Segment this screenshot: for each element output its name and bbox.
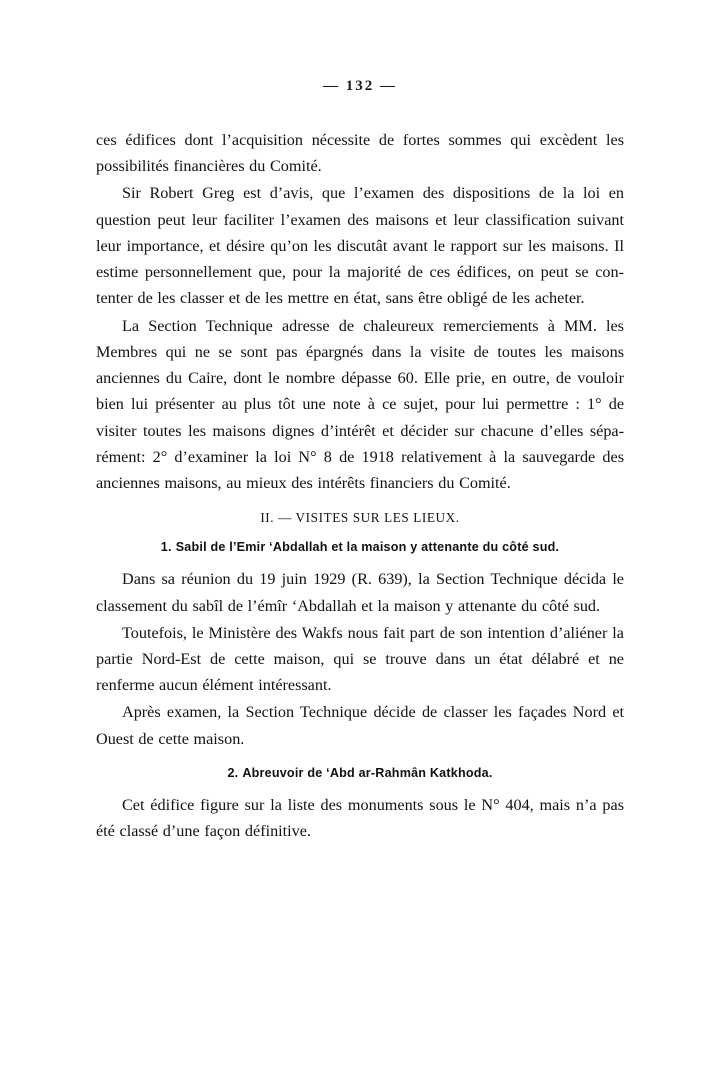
subsection-title-1: Sabil de l’Emir ‘Abdallah et la maison y attenante du côté sud. (175, 540, 560, 555)
subsection-title-2: Abreuvoir de ‘Abd ar-Rahmân Katkhoda. (242, 765, 493, 780)
paragraph-3: La Section Technique adresse de chaleureux remerciements à MM. les Membres qui ne se sont pas épargnés dans la visite de toutes les maisons anciennes du Caire, dont le nombre dépasse 60. Elle prie, en outre, de vouloir bien lui présenter au plus tôt une note à ce sujet, pour lui permettre : 1° de visiter toutes les maisons dignes d’intérêt et décider sur chacune d’elles séparément: 2° d’examiner la loi N° 8 de 1918 relativement à la sauvegarde des anciennes maisons, au mieux des intérêts financiers du Comité. (96, 316, 624, 493)
subsection-heading-2 (96, 766, 624, 780)
section-heading: II. — VISITES SUR LES LIEUX. (260, 510, 460, 526)
paragraph-1: ces édifices dont l’acquisition nécessite de fortes sommes qui excèdent les possibilités financières du Comité. (96, 131, 624, 176)
subsection-number-1: 1. (160, 540, 172, 555)
subsection-2-paragraph-1: Cet édifice figure sur la liste des monuments sous le N° 404, mais n’a pas été classé d’une façon définitive. (96, 795, 624, 841)
subsection-1-paragraph-2: Toutefois, le Ministère des Wakfs nous fait part de son intention d’aliéner la partie Nord-Est de cette maison, qui se trouve dans un état délabré et ne renferme aucun élément intéressant. (96, 623, 624, 695)
subsection-1-paragraph-1: Dans sa réunion du 19 juin 1929 (R. 639), la Section Technique décida le classement du sabîl de l’émîr ‘Abdallah et la maison y attenante du côté sud. (96, 570, 624, 615)
paragraph-2: Sir Robert Greg est d’avis, que l’examen des dispositions de la loi en question peut leur faciliter l’examen des maisons et leur classification suivant leur importance, et désire qu’on les discutât avant le rapport sur les maisons. Il estime personnellement que, pour la majorité de ces édifices, on peut se contenter de les classer et de les mettre en état, sans être obligé de les acheter. (96, 184, 624, 308)
subsection-number-2: 2. (227, 765, 239, 780)
page-number: — 132 — (323, 78, 397, 94)
subsection-1-paragraph-3: Après examen, la Section Technique décide de classer les façades Nord et Ouest de cette maison. (96, 703, 624, 748)
subsection-heading-1 (96, 540, 624, 554)
